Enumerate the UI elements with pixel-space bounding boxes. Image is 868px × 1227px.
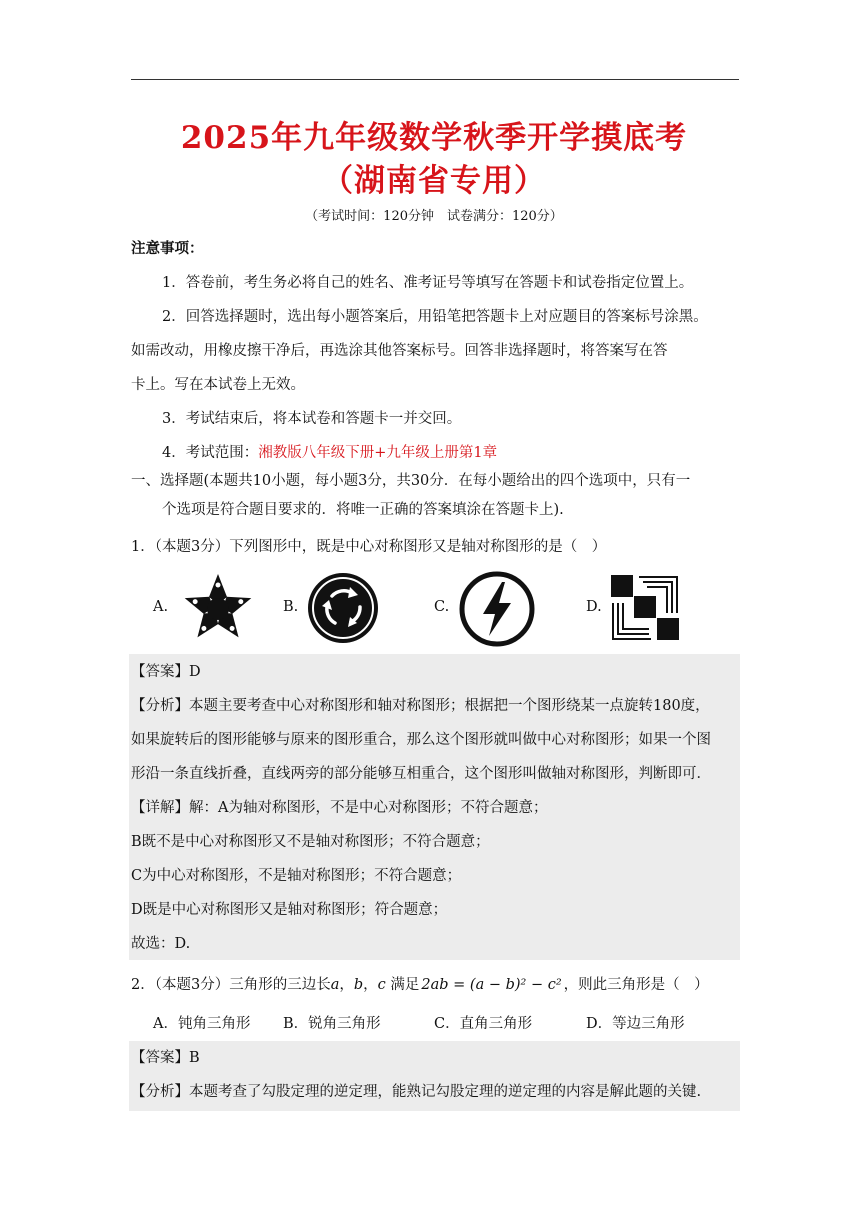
q1-analysis-line1: 【分析】本题主要考查中心对称图形和轴对称图形；根据把一个图形绕某一点旋转180度， [131, 698, 710, 714]
notice-item-2-line3: 卡上。写在本试卷上无效。 [131, 377, 305, 393]
q2-stem [131, 975, 709, 995]
q2-analysis: 【分析】本题考查了勾股定理的逆定理，能熟记勾股定理的逆定理的内容是解此题的关键. [131, 1084, 702, 1100]
q1-detail-line1: 【详解】解：A为轴对称图形，不是中心对称图形；不符合题意； [131, 800, 548, 816]
q2-answer: 【答案】B [131, 1050, 200, 1066]
notice-item-4-prefix: 4．考试范围： [162, 445, 259, 461]
q1-analysis-line3: 形沿一条直线折叠，直线两旁的部分能够互相重合，这个图形叫做轴对称图形，判断即可． [131, 766, 711, 782]
q1-detail-line2: B既不是中心对称图形又不是轴对称图形；不符合题意； [131, 834, 490, 850]
header-rule [131, 79, 739, 80]
notice-item-2-line1: 2．回答选择题时，选出每小题答案后，用铅笔把答题卡上对应题目的答案标号涂黑。 [162, 309, 708, 325]
notice-item-1: 1．答卷前，考生务必将自己的姓名、准考证号等填写在答题卡和试卷指定位置上。 [162, 275, 694, 291]
q1-option-c-label: C. [434, 599, 450, 615]
notice-heading: 注意事项： [131, 240, 204, 257]
q2-sep-2: ， [363, 977, 378, 993]
q2-stem-suffix: ，则此三角形是（ ） [563, 977, 709, 993]
section1-line1: 一、选择题(本题共10小题，每小题3分，共30分．在每小题给出的四个选项中，只有一 [131, 473, 691, 489]
exam-title: 2025年九年级数学秋季开学摸底考 [180, 120, 688, 156]
q1-detail-line4: D既是中心对称图形又是轴对称图形；符合题意； [131, 902, 448, 918]
q2-stem-prefix: 2．（本题3分）三角形的三边长 [131, 977, 331, 993]
exam-range: 湘教版八年级下册+九年级上册第1章 [258, 445, 498, 461]
q2-option-d: D．等边三角形 [586, 1016, 685, 1032]
q1-option-a-label: A. [153, 599, 169, 615]
q1-detail-line5: 故选：D. [131, 936, 191, 952]
q2-stem-mid: 满足 [385, 977, 420, 993]
section1-line2: 个选项是符合题目要求的．将唯一正确的答案填涂在答题卡上). [162, 502, 564, 518]
q1-option-a-star-figure [178, 572, 258, 644]
q1-option-d-squares-figure [609, 573, 681, 643]
q2-formula: 2ab = (a − b)² − c² [421, 977, 562, 993]
q1-stem: 1．（本题3分）下列图形中，既是中心对称图形又是轴对称图形的是（ ） [131, 539, 607, 555]
q2-option-a: A．钝角三角形 [153, 1016, 251, 1032]
notice-item-3: 3．考试结束后，将本试卷和答题卡一并交回。 [162, 411, 462, 427]
q2-option-b: B．锐角三角形 [283, 1016, 381, 1032]
notice-item-2-line2: 如需改动，用橡皮擦干净后，再选涂其他答案标号。回答非选择题时，将答案写在答 [131, 343, 668, 359]
q2-option-c: C．直角三角形 [434, 1016, 533, 1032]
exam-time-info: （考试时间：120分钟 试卷满分：120分） [305, 209, 563, 224]
notice-item-4 [162, 443, 497, 463]
q1-option-b-recycle-figure [306, 571, 380, 645]
q1-analysis-line2: 如果旋转后的图形能够与原来的图形重合，那么这个图形就叫做中心对称图形；如果一个图 [131, 732, 711, 748]
q1-detail-line3: C为中心对称图形，不是轴对称图形；不符合题意； [131, 868, 462, 884]
q2-var-c: c [377, 977, 386, 993]
q1-answer: 【答案】D [131, 664, 201, 680]
q1-option-d-label: D. [586, 599, 602, 615]
q2-sep-1: ， [339, 977, 354, 993]
q1-option-b-label: B. [283, 599, 299, 615]
q2-var-b: b [353, 977, 364, 993]
q2-var-a: a [330, 977, 340, 993]
q1-option-c-lightning-figure [458, 570, 536, 648]
exam-subtitle-region: （湖南省专用） [322, 163, 546, 199]
